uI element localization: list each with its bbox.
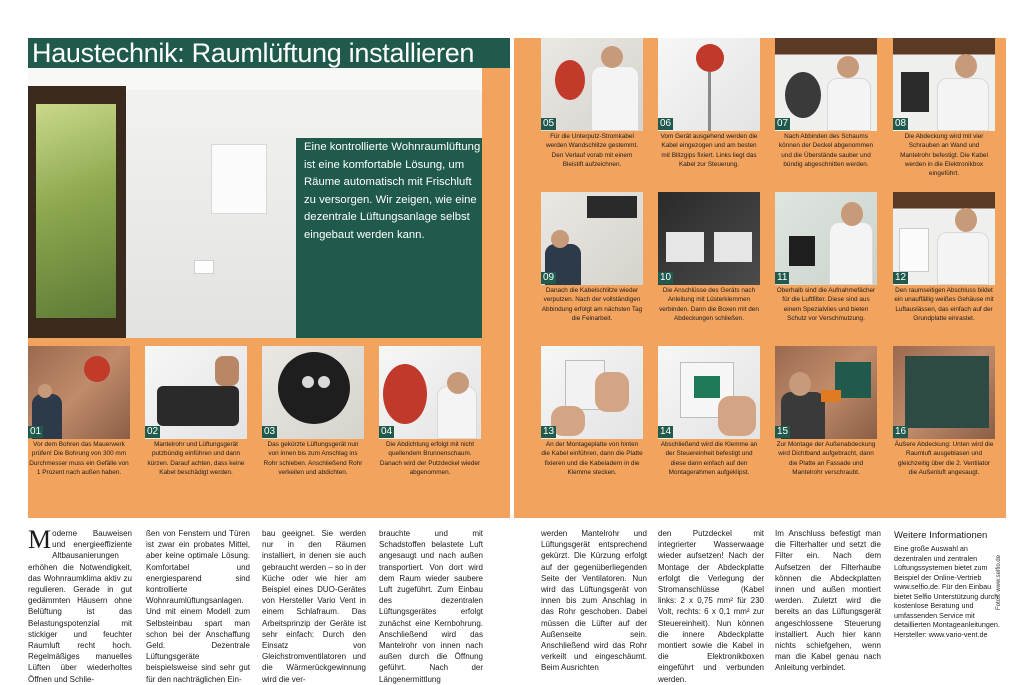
step-caption: Die Abdichtung erfolgt mit nicht quellendem Brunnenschaum. Danach wird der Putzdeckel wieder abgenommen. xyxy=(379,441,481,476)
step-number: 14 xyxy=(660,426,672,437)
step-number: 04 xyxy=(381,426,393,437)
step-05-photo xyxy=(541,38,643,131)
drop-cap: M xyxy=(28,525,52,554)
body-column-5: werden Mantelrohr und Lüftungsgerät entsprechend gekürzt. Die Kürzung erfolgt auf der gegenüberliegenden Seite der Ventilatoren. Nun wird das Lüftungsgerät von innen bis zum Anschlag in das Rohr geschoben. Dabei müssen die Lüfter auf der Außenseite sein. Anschließend wird das Rohr verkeilt und eingeschäumt. Beim Ausrichten xyxy=(541,529,647,673)
step-caption: Die Abdeckung wird mit vier Schrauben an Wand und Mantelrohr befestigt. Die Kabel werden in die Elektronikbox eingeführt. xyxy=(900,133,988,178)
step-15-photo xyxy=(775,346,877,439)
step-08-photo xyxy=(893,38,995,131)
intro-text: Eine kontrollierte Wohnraumlüftung ist eine komfortable Lösung, um Räume automatisch mit Frischluft zu versorgen. Wir zeigen, wie eine dezentrale Lüftungsanlage selbst eingebaut werden kann. xyxy=(304,141,481,241)
step-number: 12 xyxy=(895,272,907,283)
step-number: 09 xyxy=(543,272,555,283)
info-heading: Weitere Informationen xyxy=(894,530,988,541)
body-column-2: ßen von Fenstern und Türen ist zwar ein probates Mittel, aber keine optimale Lösung. Komfortabel und energiesparend sind kontrollierte Wohnraumlüftungsanlagen. Und mit einem Modell zum Selbsteinbau spart man schon bei der Anschaffung Geld. Dezentrale Lüftungsgeräte beispielsweise sind sehr gut für den nachträglichen Ein- xyxy=(146,529,250,684)
step-number: 01 xyxy=(30,426,42,437)
body-column-4: brauchte und mit Schadstoffen belastete Luft angesaugt und nach außen transportiert. Von dort wird dem Raum wieder saubere Luft zugeführt. Zum Einbau des dezentralen Lüftungsgerätes erfolgt zunächst eine Kernbohrung. Anschließend wird das Mantelrohr von innen nach außen durch die Öffnung geführt. Nach der Längenermittlung xyxy=(379,529,483,684)
body-column-3: bau geeignet. Sie werden nur in den Räumen installiert, in denen sie auch gebraucht werden – so in der Küche oder wie hier am Beispiel eines DUO-Gerätes von Hersteller Vario Vent in einem Schlafraum. Das Arbeitsprinzip der Geräte ist sehr einfach: Durch den Einsatz von Gleichstromventilatoren und die Wärmerückgewinnung wird die ver- xyxy=(262,529,366,684)
step-number: 03 xyxy=(264,426,276,437)
step-caption: Die Anschlüsse des Geräts nach Anleitung mit Lüsterklemmen verbinden. Dann die Boxen mit den Abdeckungen schließen. xyxy=(659,287,759,322)
step-caption: Vor dem Bohren das Mauerwerk prüfen! Die Bohrung von 300 mm Durchmesser muss ein Gefälle von 1 Prozent nach außen haben. xyxy=(29,441,129,476)
step-10-photo xyxy=(658,192,760,285)
step-02-photo xyxy=(145,346,247,439)
body-column-1 xyxy=(28,525,132,685)
step-caption: Abschließend wird die Klemme an der Steuereinheit befestigt und diese dann einfach auf den Montagerahmen aufgeklipst. xyxy=(660,441,758,476)
step-number: 05 xyxy=(543,118,555,129)
step-number: 15 xyxy=(777,426,789,437)
step-16-photo xyxy=(893,346,995,439)
step-number: 02 xyxy=(147,426,159,437)
control-switch xyxy=(194,260,214,274)
step-caption: Für die Unterputz-Stromkabel werden Wandschlitze gestemmt. Den Verlauf vorab mit einem Bleistift aufzeichnen. xyxy=(545,133,639,168)
body-column-7: Im Anschluss befestigt man die Filterhalter und setzt die Filter ein. Nach dem Aufsetzen der Filterhaube können die Abdeckplatten innen und außen montiert werden. Zuletzt wird die bereits an das Lüftungsgerät angeschlossene Steuerung installiert. Auch hier kann nichts schiefgehen, wenn man die Kabel genau nach Anleitung verbindet. xyxy=(775,529,881,673)
body-column-6: den Putzdeckel mit integrierter Wasserwaage wieder aufsetzen! Nach der Montage der Abdeckplatte erfolgt die Verlegung der Stromanschlüsse (Kabel links: 2 x 0,75 mm² für 230 Volt, rechts: 6 x 0,1 mm² zur Steuereinheit). Nun können die innere Abdeckplatte montiert sowie die Kabel in die Elektronikboxen eingeführt und verbunden werden. xyxy=(658,529,764,684)
step-07-photo xyxy=(775,38,877,131)
step-caption: Zur Montage der Außenabdeckung wird Dichtband aufgebracht, dann die Platte an Fassade und Mantelrohr verschraubt. xyxy=(776,441,876,476)
step-09-photo xyxy=(541,192,643,285)
step-14-photo xyxy=(658,346,760,439)
window-pane xyxy=(36,104,116,318)
step-caption: Vom Gerät ausgehend werden die Kabel eingezogen und am besten mit Blitzgips fixiert. Links liegt das Kabel zur Steuerung. xyxy=(660,133,758,168)
step-caption: Danach die Kabelschlitze wieder verputzen. Nach der vollständigen Abbindung erfolgt am nächsten Tag die Feinarbeit. xyxy=(541,287,643,322)
step-number: 10 xyxy=(660,272,672,283)
step-caption: Oberhalb sind die Aufnahmefächer für die Luftfilter. Diese sind aus einem Spezialvlies und bieten Schutz vor Verschmutzung. xyxy=(776,287,876,322)
step-number: 06 xyxy=(660,118,672,129)
step-number: 16 xyxy=(895,426,907,437)
body-text: oderne Bauweisen und energieeffiziente Altbausanierungen erhöhen die Notwendigkeit, das Wohnraumklima aktiv zu regulieren. Gerade in gut gedämmten Häusern ohne Belüftung ist das Belastungspotenzial mit stickiger und feuchter Raumluft recht hoch. Regelmäßiges manuelles Lüften über wiederholtes Öffnen und Schlie- xyxy=(28,529,132,684)
step-caption: An der Montageplatte von hinten die Kabel einführen, dann die Platte fixieren und die Kabeladern in die Klemme stecken. xyxy=(541,441,643,476)
window xyxy=(28,86,126,338)
step-06-photo xyxy=(658,38,760,131)
step-11-photo xyxy=(775,192,877,285)
step-03-photo xyxy=(262,346,364,439)
step-04-photo xyxy=(379,346,481,439)
page-title: Haustechnik: Raumlüftung installieren xyxy=(28,38,510,68)
step-caption: Mantelrohr und Lüftungsgerät putzbündig einführen und dann kürzen. Darauf achten, dass keine Kabel beschädigt werden. xyxy=(147,441,245,476)
step-caption: Den raumseitigen Abschluss bildet ein unauffällig weißes Gehäuse mit Luftauslässen, das einfach auf der Grundplatte einrastet. xyxy=(894,287,994,322)
step-caption: Nach Abbinden des Schaums können der Deckel abgenommen und die Überstände sauber und bündig abgeschnitten werden. xyxy=(778,133,874,168)
step-12-photo xyxy=(893,192,995,285)
step-number: 11 xyxy=(777,272,788,283)
ventilation-unit xyxy=(211,144,267,214)
step-caption: Äußere Abdeckung: Unten wird die Raumluft ausgeblasen und gleichzeitig über die 2. Ventilator die Außenluft angesaugt. xyxy=(894,441,994,476)
step-number: 13 xyxy=(543,426,555,437)
step-number: 07 xyxy=(777,118,789,129)
photo-credit: Fotos: www.selfio.de xyxy=(996,554,1002,610)
step-caption: Das gekürzte Lüftungsgerät nun von innen bis zum Anschlag ins Rohr schieben. Anschließend Rohr verkeilen und abdichten. xyxy=(263,441,363,476)
step-13-photo xyxy=(541,346,643,439)
step-01-photo xyxy=(28,346,130,439)
info-text: Eine große Auswahl an dezentralen und zentralen Lüftungssystemen bietet zum Beispiel der Online-Vertrieb www.selfio.de. Für den Einbau bietet Selfio Unterstützung durch kostenlose Beratung und umfassenden Service mit detaillierten Montageanleitungen. Hersteller: www.vario-vent.de xyxy=(894,544,1000,639)
step-number: 08 xyxy=(895,118,907,129)
